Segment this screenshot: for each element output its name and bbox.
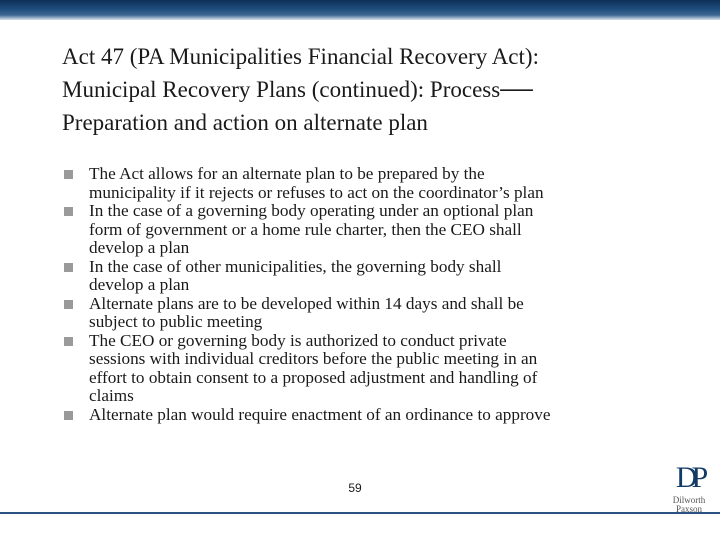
logo-line-2: Paxson	[675, 504, 702, 514]
square-bullet-icon	[64, 411, 73, 420]
bullet-text-line: claims	[89, 386, 134, 405]
bullet-text-line: subject to public meeting	[89, 312, 263, 331]
logo-mark: DP	[675, 461, 703, 494]
title-line-2: Municipal Recovery Plans (continued): Process──	[62, 77, 533, 102]
bullet-text-line: Alternate plans are to be developed within 14 days and shall be	[89, 293, 524, 313]
bullet-text-line: In the case of a governing body operating under an optional plan	[89, 201, 534, 220]
bullet-item	[62, 165, 662, 202]
bullet-text-line: Alternate plan would require enactment of an ordinance to approve	[89, 404, 551, 424]
bullet-text-line: The CEO or governing body is authorized to conduct private	[89, 330, 507, 350]
bullet-item	[62, 202, 662, 258]
square-bullet-icon	[64, 207, 73, 216]
bullet-item	[62, 258, 662, 295]
bullet-text-line: The Act allows for an alternate plan to be prepared by the	[89, 164, 485, 183]
bullet-text-line: municipality if it rejects or refuses to act on the coordinator’s plan	[89, 182, 544, 202]
bullet-item	[62, 406, 662, 425]
square-bullet-icon	[64, 263, 73, 272]
bullet-text-line: develop a plan	[89, 275, 190, 294]
page-number: 59	[348, 481, 362, 495]
square-bullet-icon	[64, 337, 73, 346]
bullet-text-line: form of government or a home rule charter, then the CEO shall	[89, 219, 522, 239]
title-line-3: Preparation and action on alternate plan	[62, 110, 428, 135]
logo-text	[664, 496, 714, 514]
bullet-text-line: effort to obtain consent to a proposed adjustment and handling of	[89, 367, 538, 387]
footer-divider	[0, 512, 720, 514]
header-band	[0, 0, 720, 20]
title-line-1: Act 47 (PA Municipalities Financial Recovery Act):	[62, 44, 539, 69]
bullet-list	[62, 165, 662, 424]
bullet-item	[62, 332, 662, 406]
bullet-text-line: In the case of other municipalities, the governing body shall	[89, 256, 502, 276]
square-bullet-icon	[64, 170, 73, 179]
firm-logo	[664, 462, 714, 522]
square-bullet-icon	[64, 300, 73, 309]
bullet-text-line: develop a plan	[89, 238, 190, 257]
bullet-text-line: sessions with individual creditors before the public meeting in an	[89, 349, 538, 368]
slide-title	[62, 40, 702, 139]
logo-line-1: Dilworth	[672, 495, 706, 505]
bullet-item	[62, 295, 662, 332]
